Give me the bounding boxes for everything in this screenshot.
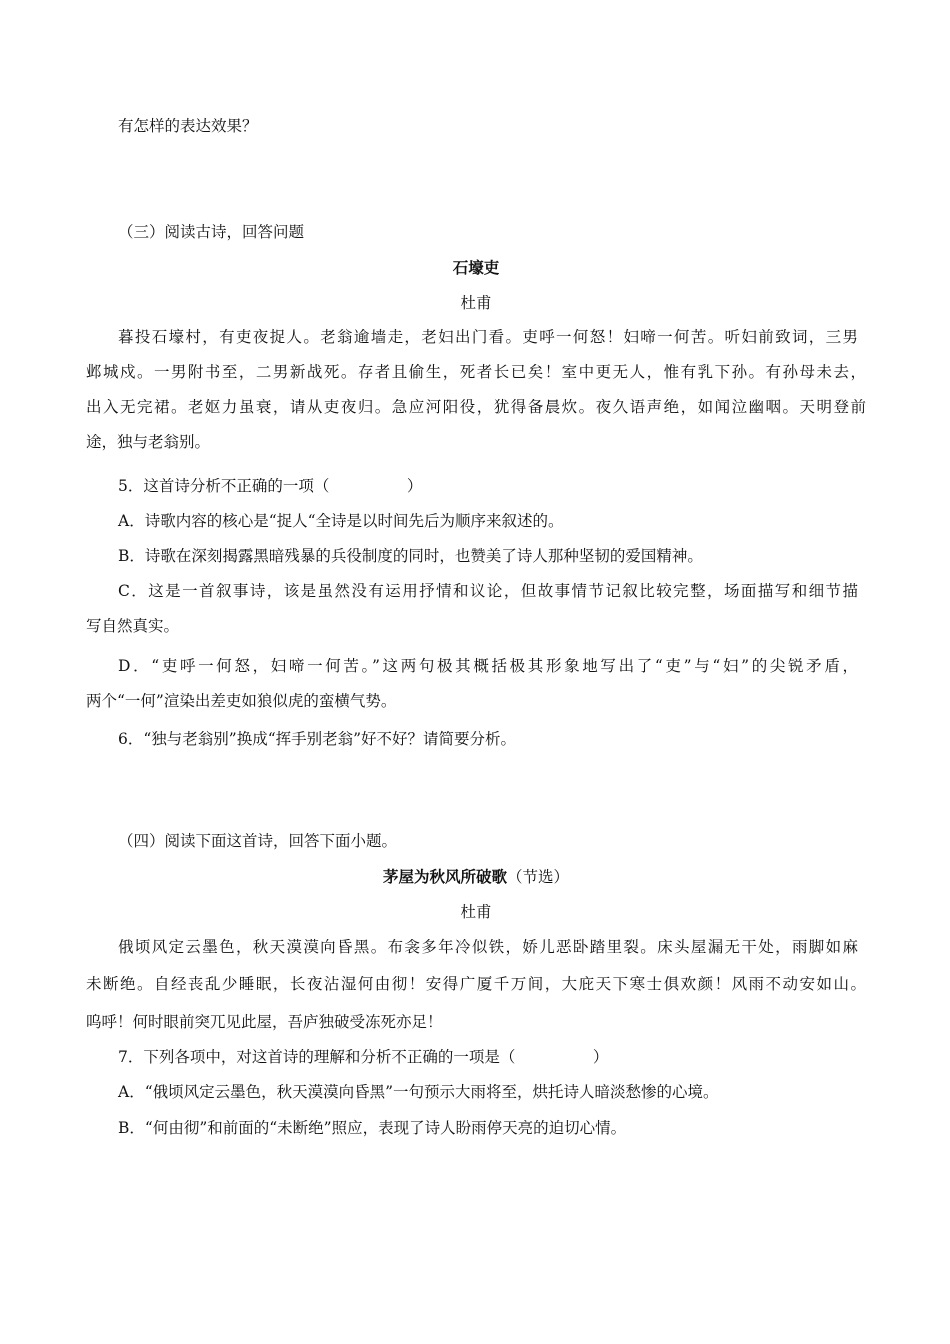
poem-line: 暮投石壕村，有吏夜捉人。老翁逾墙走，老妇出门看。吏呼一何怒！妇啼一何苦。听妇前致词，三男 <box>118 328 858 346</box>
question-7-option-a: A．“俄顷风定云墨色，秋天漠漠向昏黑”一句预示大雨将至，烘托诗人暗淡愁惨的心境。 <box>118 1083 719 1101</box>
poem-line: 出入无完裙。老妪力虽衰，请从吏夜归。急应河阳役，犹得备晨炊。夜久语声绝，如闻泣幽咽。天明登前 <box>86 398 866 416</box>
question-5-option-c: C．这是一首叙事诗，该是虽然没有运用抒情和议论，但故事情节记叙比较完整，场面描写和细节描 <box>118 582 858 600</box>
question-7-option-b: B．“何由彻”和前面的“未断绝”照应，表现了诗人盼雨停天亮的迫切心情。 <box>118 1119 627 1137</box>
question-7-stem: 7．下列各项中，对这首诗的理解和分析不正确的一项是（ ） <box>118 1048 609 1066</box>
poem-author: 杜甫 <box>460 903 492 921</box>
section-3-header: （三）阅读古诗，回答问题 <box>118 223 305 241</box>
question-6: 6．“独与老翁别”换成“挥手别老翁”好不好？请简要分析。 <box>118 730 517 748</box>
poem-author: 杜甫 <box>460 294 492 312</box>
question-5-option-c-cont: 写自然真实。 <box>86 617 180 635</box>
poem-line: 呜呼！何时眼前突兀见此屋，吾庐独破受冻死亦足！ <box>86 1013 443 1031</box>
poem-line: 邺城戍。一男附书至，二男新战死。存者且偷生，死者长已矣！室中更无人，惟有乳下孙。有孙母未去， <box>86 363 866 381</box>
poem-line: 俄顷风定云墨色，秋天漠漠向昏黑。布衾多年冷似铁，娇儿恶卧踏里裂。床头屋漏无干处，雨脚如麻 <box>118 938 858 956</box>
poem-line: 途，独与老翁别。 <box>86 433 211 451</box>
question-5-option-d-cont: 两个“一何”渲染出差吏如狼似虎的蛮横气势。 <box>86 692 397 710</box>
poem-line: 未断绝。自经丧乱少睡眠，长夜沾湿何由彻！安得广厦千万间，大庇天下寒士俱欢颜！风雨不动安如山。 <box>86 975 866 993</box>
question-5-option-a: A．诗歌内容的核心是“捉人“全诗是以时间先后为顺序来叙述的。 <box>118 512 564 530</box>
previous-question-tail: 有怎样的表达效果？ <box>118 117 258 135</box>
section-4-header: （四）阅读下面这首诗，回答下面小题。 <box>118 832 398 850</box>
poem-title: 石壕吏 <box>452 259 500 277</box>
question-5-stem: 5．这首诗分析不正确的一项（ ） <box>118 477 423 495</box>
question-5-option-b: B．诗歌在深刻揭露黑暗残暴的兵役制度的同时，也赞美了诗人那种坚韧的爱国精神。 <box>118 547 703 565</box>
question-5-option-d: D．“吏呼一何怒，妇啼一何苦。”这两句极其概括极其形象地写出了“吏”与“妇”的尖锐矛盾， <box>118 657 858 675</box>
poem-title-line <box>86 867 866 887</box>
poem-title-note: （节选） <box>507 868 570 886</box>
poem-title: 茅屋为秋风所破歌 <box>382 868 507 886</box>
